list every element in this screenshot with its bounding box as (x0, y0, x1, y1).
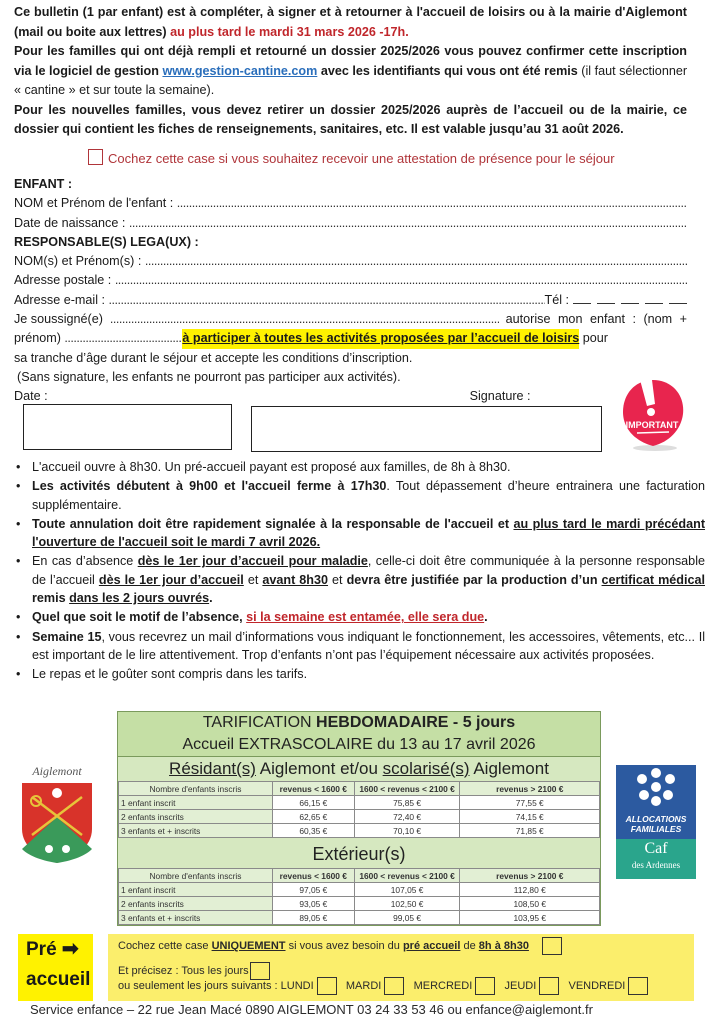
tuesday-checkbox[interactable] (384, 977, 404, 995)
coat-of-arms-icon (14, 779, 100, 863)
enfant-heading: ENFANT : (14, 177, 73, 191)
preaccueil-options: Cochez cette case UNIQUEMENT si vous avez besoin du pré accueil de 8h à 8h30 Et précisez : Tous les jours ou seulement les jours suivants : LUNDI MARDI MERCREDI JEUDI VENDREDI (108, 934, 694, 1001)
intro-paragraph-1: Ce bulletin (1 par enfant) est à compléter, à signer et à retourner à l'accueil de loisirs ou à la mairie d'Aiglemont (mail ou boite aux lettres) au plus tard le mardi 31 mars 2026 -17h. (14, 5, 687, 39)
arrow-right-icon: ➡ (61, 938, 79, 960)
rule-item: • Le repas et le goûter sont compris dans les tarifs. (32, 665, 705, 683)
table-row: 3 enfants et + inscrits 89,05 € 99,05 € 103,95 € (119, 911, 600, 925)
intro-text (14, 3, 687, 140)
exterieur-price-table: Nombre d'enfants inscris revenus < 1600 € 1600 < revenus < 2100 € revenus > 2100 € 1 enfant inscrit 97,05 € 107,05 € 112,80 € 2 enfants inscrits 93,05 € 102,50 € 108,50 € 3 enfants et + inscrits 89,05 € 99,05 € 103,95 € (118, 868, 600, 925)
rule-item: • Toute annulation doit être rapidement signalée à la responsable de l'accueil et au plus tard le mardi précédant l'ouverture de l'accueil soit le mardi 7 avril 2026. (32, 515, 705, 552)
participation-consent: à participer à toutes les activités proposées par l’accueil de loisirs (182, 329, 579, 348)
registration-form: ENFANT : NOM et Prénom de l'enfant : ..... Date de naissance : ..... RESPONSABLE(S) LEGA(UX) : NOM(s) et Prénom(s) : ..... Adresse postale : ..... Adresse e-mail : ..... Tél : Je soussigné(e) ..... autorise mon enfant : (nom + prénom) ..... à participer à toutes les activités proposées par l’accueil de loisirs pour sa tranche d’âge durant le séjour et accepte les conditions d’inscription. (Sans signature, les enfants ne pourront pas participer aux activités). Date : Signature : (14, 175, 687, 407)
pricing-table (117, 711, 601, 926)
preaccueil-checkbox[interactable] (542, 937, 562, 955)
attestation-option[interactable]: Cochez cette case si vous souhaitez recevoir une attestation de présence pour le séjour (88, 149, 615, 166)
child-firstname-field[interactable] (64, 329, 182, 348)
rule-item: • Les activités débutent à 9h00 et l'accueil ferme à 17h30. Tout dépassement d’heure entrainera une facturation supplémentaire. (32, 477, 705, 514)
table-row: 2 enfants inscrits 93,05 € 102,50 € 108,50 € (119, 897, 600, 911)
deadline: au plus tard le mardi 31 mars 2026 -17h. (170, 24, 409, 39)
friday-checkbox[interactable] (628, 977, 648, 995)
table-row: 1 enfant inscrit 97,05 € 107,05 € 112,80 € (119, 883, 600, 897)
rule-item: • Quel que soit le motif de l’absence, si la semaine est entamée, elle sera due. (32, 608, 705, 626)
gestion-cantine-link[interactable]: www.gestion-cantine.com (162, 63, 318, 78)
intro-paragraph-3: Pour les nouvelles familles, vous devez retirer un dossier 2025/2026 auprès de l’accueil ou de la mairie, ce dossier qui contient les fiches de renseignements, sanitaires, etc. Il est valable jusqu’au 31 août 2026. (14, 102, 687, 136)
birth-date-field[interactable] (129, 214, 687, 233)
table-row: 3 enfants et + inscrits 60,35 € 70,10 € 71,85 € (119, 824, 600, 838)
email-field[interactable] (109, 291, 545, 310)
thursday-checkbox[interactable] (539, 977, 559, 995)
pricing-title: TARIFICATION HEBDOMADAIRE - 5 jours (202, 714, 516, 731)
intro-paragraph-2: Pour les familles qui ont déjà rempli et retourné un dossier 2025/2026 vous pouvez confirmer cette inscription via le logiciel de gestion www.gestion-cantine.com avec les identifiants qui vous ont été remis (il faut sélectionner « cantine » et sur toute la semaine). (14, 44, 688, 97)
important-badge-text: IMPORTANT (625, 420, 679, 430)
signatory-name-field[interactable] (110, 310, 499, 329)
date-input-box[interactable] (23, 404, 232, 450)
signature-input-box[interactable] (251, 406, 602, 452)
attestation-checkbox[interactable] (88, 149, 103, 165)
table-row: 1 enfant inscrit 66,15 € 75,85 € 77,55 € (119, 796, 600, 810)
caf-logo: ALLOCATIONS FAMILIALES Caf des Ardennes (616, 765, 696, 879)
guardian-name-field[interactable] (145, 252, 687, 271)
postal-address-field[interactable] (115, 271, 687, 290)
monday-checkbox[interactable] (317, 977, 337, 995)
rule-item: • En cas d’absence dès le 1er jour d’accueil pour maladie, celle-ci doit être communiquée à la personne responsable de l’accueil dès le 1er jour d’accueil et avant 8h30 et devra être justifiée par la production d’un certificat médical remis dans les 2 jours ouvrés. (32, 552, 705, 607)
pricing-subtitle: Accueil EXTRASCOLAIRE du 13 au 17 avril 2026 (118, 734, 600, 757)
preaccueil-label: Pré ➡ accueil (18, 934, 93, 1001)
rule-item: • Semaine 15, vous recevrez un mail d’informations vous indiquant le fonctionnement, les accessoires, vêtements, etc... Il est important de le lire attentivement. Trop d’enfants n’ont pas l’équipement nécessaire aux activités proposées. (32, 628, 705, 665)
rule-item: • L'accueil ouvre à 8h30. Un pré-accueil payant est proposé aux familles, de 8h à 8h30. (32, 458, 705, 476)
aiglemont-logo: Aiglemont (14, 764, 100, 864)
rules-list (14, 458, 705, 685)
important-badge-icon (617, 370, 687, 452)
wednesday-checkbox[interactable] (475, 977, 495, 995)
caf-children-icon (616, 765, 696, 809)
phone-field[interactable] (573, 291, 687, 310)
responsable-heading: RESPONSABLE(S) LEGA(UX) : (14, 234, 199, 249)
resident-heading: Résidant(s) Aiglemont et/ou scolarisé(s) Aiglemont (118, 757, 600, 781)
exterieur-heading: Extérieur(s) (118, 838, 600, 868)
table-row: 2 enfants inscrits 62,65 € 72,40 € 74,15 € (119, 810, 600, 824)
child-name-field[interactable] (177, 194, 687, 213)
footer-contact: Service enfance – 22 rue Jean Macé 0890 AIGLEMONT 03 24 33 53 46 ou enfance@aiglemont.fr (30, 1002, 593, 1017)
resident-price-table: Nombre d'enfants inscris revenus < 1600 € 1600 < revenus < 2100 € revenus > 2100 € 1 enfant inscrit 66,15 € 75,85 € 77,55 € 2 enfants inscrits 62,65 € 72,40 € 74,15 € 3 enfants et + inscrits 60,35 € 70,10 € 71,85 € (118, 781, 600, 838)
